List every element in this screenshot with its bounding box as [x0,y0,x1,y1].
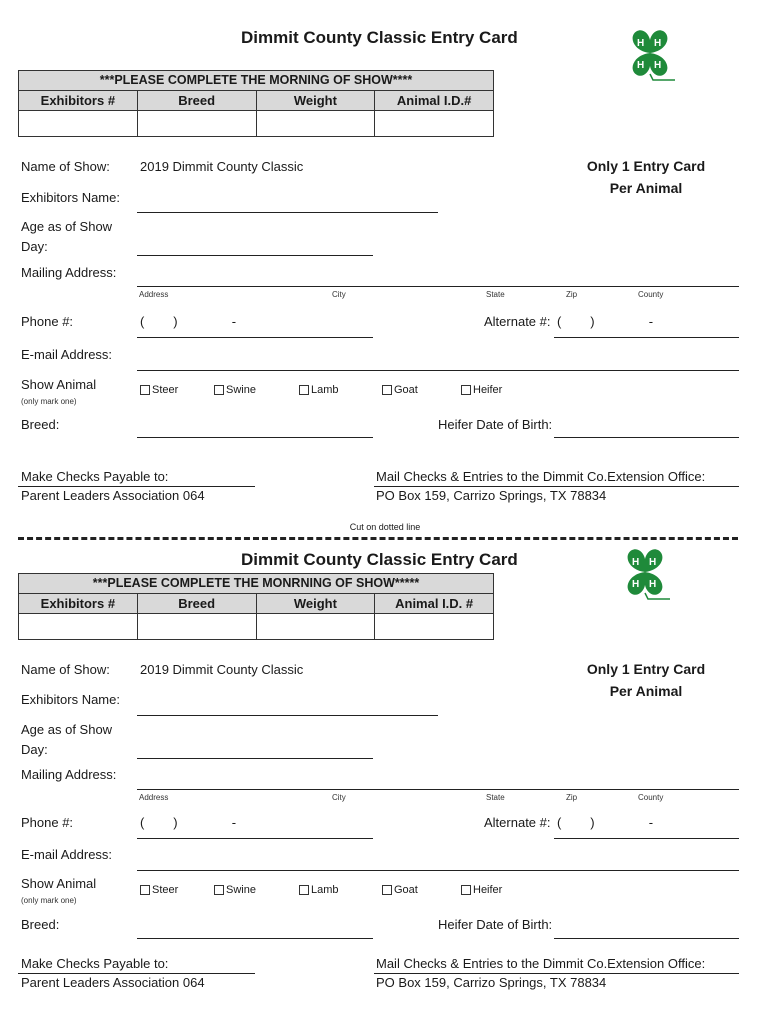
alternate-label: Alternate #: [484,815,551,830]
mail-checks-value: PO Box 159, Carrizo Springs, TX 78834 [376,488,607,503]
alternate-template: ( ) - [557,314,654,329]
mail-checks-label: Mail Checks & Entries to the Dimmit Co.Extension Office: [376,469,706,484]
svg-text:H: H [637,60,645,71]
mailing-address-label: Mailing Address: [21,767,117,782]
col-animal-id: Animal I.D.# [396,93,472,108]
phone-template: ( ) - [140,815,237,830]
table-row [19,614,493,639]
alternate-field[interactable] [554,337,739,338]
name-of-show-value: 2019 Dimmit County Classic [140,662,304,677]
checkbox-box [299,385,309,395]
city-sublabel: City [332,793,346,802]
svg-text:H: H [654,38,662,49]
mail-checks-divider [374,973,739,974]
heifer-dob-label: Heifer Date of Birth: [438,917,553,932]
phone-template: ( ) - [140,314,237,329]
heifer-checkbox[interactable]: Heifer [461,384,502,396]
4h-clover-icon [623,26,678,81]
mailing-address-label: Mailing Address: [21,265,117,280]
phone-label: Phone #: [21,815,74,830]
exhibitors-name-label: Exhibitors Name: [21,190,120,205]
col-exhibitors: Exhibitors # [19,594,138,613]
table-header [19,594,493,614]
exhibitors-name-field[interactable] [137,212,438,213]
alternate-field[interactable] [554,838,739,839]
mail-checks-divider [374,486,739,487]
show-animal-label: Show Animal [21,876,97,891]
col-exhibitors: Exhibitors # [19,91,138,110]
svg-text:H: H [649,557,657,568]
checkbox-box [140,885,150,895]
weight-cell[interactable] [257,614,376,639]
show-animal-note: (only mark one) [21,397,77,406]
name-of-show-value: 2019 Dimmit County Classic [140,159,304,174]
svg-text:H: H [649,579,657,590]
cut-label: Cut on dotted line [349,522,421,532]
alternate-template: ( ) - [557,815,654,830]
phone-field[interactable] [137,337,373,338]
checks-payable-label: Make Checks Payable to: [21,469,169,484]
card-title: Dimmit County Classic Entry Card [241,28,518,47]
age-field[interactable] [137,758,373,759]
email-field[interactable] [137,870,739,871]
lamb-checkbox[interactable]: Lamb [299,384,339,396]
checks-payable-value: Parent Leaders Association 064 [21,488,205,503]
checkbox-box [214,385,224,395]
mailing-address-field[interactable] [137,789,739,790]
goat-checkbox[interactable]: Goat [382,384,418,396]
entry-table [18,573,494,640]
col-weight: Weight [257,91,376,110]
city-sublabel: City [332,290,346,299]
steer-checkbox[interactable]: Steer [140,884,178,896]
address-sublabel: Address [139,290,169,299]
show-animal-label: Show Animal [21,377,97,392]
name-of-show-label: Name of Show: [21,159,110,174]
only-one-card-note: Only 1 Entry Card Per Animal [586,158,706,196]
steer-checkbox[interactable]: Steer [140,384,178,396]
cut-line [18,537,738,540]
4h-clover-icon [618,545,673,600]
exhibitors-cell[interactable] [19,111,138,136]
breed-field[interactable] [137,938,373,939]
checkbox-box [382,385,392,395]
checkbox-box [299,885,309,895]
table-header [19,91,493,111]
animal-id-cell[interactable] [375,111,493,136]
col-animal-id: Animal I.D. # [395,596,474,611]
exhibitors-name-field[interactable] [137,715,438,716]
alternate-label: Alternate #: [484,314,551,329]
breed-field[interactable] [137,437,373,438]
address-sublabel: Address [139,793,169,802]
state-sublabel: State [486,290,505,299]
mail-checks-value: PO Box 159, Carrizo Springs, TX 78834 [376,975,607,990]
exhibitors-name-label: Exhibitors Name: [21,692,120,707]
table-banner: ***PLEASE COMPLETE THE MORNING OF SHOW**** [19,71,493,91]
animal-id-cell[interactable] [375,614,493,639]
table-banner: ***PLEASE COMPLETE THE MONRNING OF SHOW***** [19,574,493,594]
heifer-dob-field[interactable] [554,437,739,438]
card-title: Dimmit County Classic Entry Card [241,550,518,569]
county-sublabel: County [638,290,664,299]
checkbox-box [461,885,471,895]
checkbox-box [461,385,471,395]
svg-text:H: H [632,557,640,568]
heifer-checkbox[interactable]: Heifer [461,884,502,896]
breed-cell[interactable] [138,111,257,136]
table-row [19,111,493,136]
col-breed: Breed [138,91,257,110]
weight-cell[interactable] [257,111,376,136]
county-sublabel: County [638,793,664,802]
checks-payable-divider [18,973,255,974]
checkbox-box [382,885,392,895]
email-label: E-mail Address: [21,347,113,362]
age-field[interactable] [137,255,373,256]
svg-text:H: H [632,579,640,590]
only-one-card-note: Only 1 Entry Card Per Animal [586,661,706,699]
col-breed: Breed [138,594,257,613]
lamb-checkbox[interactable]: Lamb [299,884,339,896]
breed-label: Breed: [21,917,60,932]
checkbox-box [140,385,150,395]
checkbox-box [214,885,224,895]
goat-checkbox[interactable]: Goat [382,884,418,896]
entry-table [18,70,494,137]
checks-payable-divider [18,486,255,487]
state-sublabel: State [486,793,505,802]
age-label: Age as of Show Day: [21,722,113,757]
svg-text:H: H [654,60,662,71]
show-animal-note: (only mark one) [21,896,77,905]
mail-checks-label: Mail Checks & Entries to the Dimmit Co.Extension Office: [376,956,706,971]
checks-payable-value: Parent Leaders Association 064 [21,975,205,990]
zip-sublabel: Zip [566,793,578,802]
mailing-address-field[interactable] [137,286,739,287]
phone-field[interactable] [137,838,373,839]
heifer-dob-field[interactable] [554,938,739,939]
svg-text:H: H [637,38,645,49]
breed-label: Breed: [21,417,60,432]
swine-checkbox[interactable]: Swine [214,884,256,896]
checks-payable-label: Make Checks Payable to: [21,956,169,971]
zip-sublabel: Zip [566,290,578,299]
heifer-dob-label: Heifer Date of Birth: [438,417,553,432]
exhibitors-cell[interactable] [19,614,138,639]
email-label: E-mail Address: [21,847,113,862]
phone-label: Phone #: [21,314,74,329]
age-label: Age as of Show Day: [21,219,113,254]
name-of-show-label: Name of Show: [21,662,110,677]
swine-checkbox[interactable]: Swine [214,384,256,396]
col-weight: Weight [257,594,376,613]
email-field[interactable] [137,370,739,371]
breed-cell[interactable] [138,614,257,639]
